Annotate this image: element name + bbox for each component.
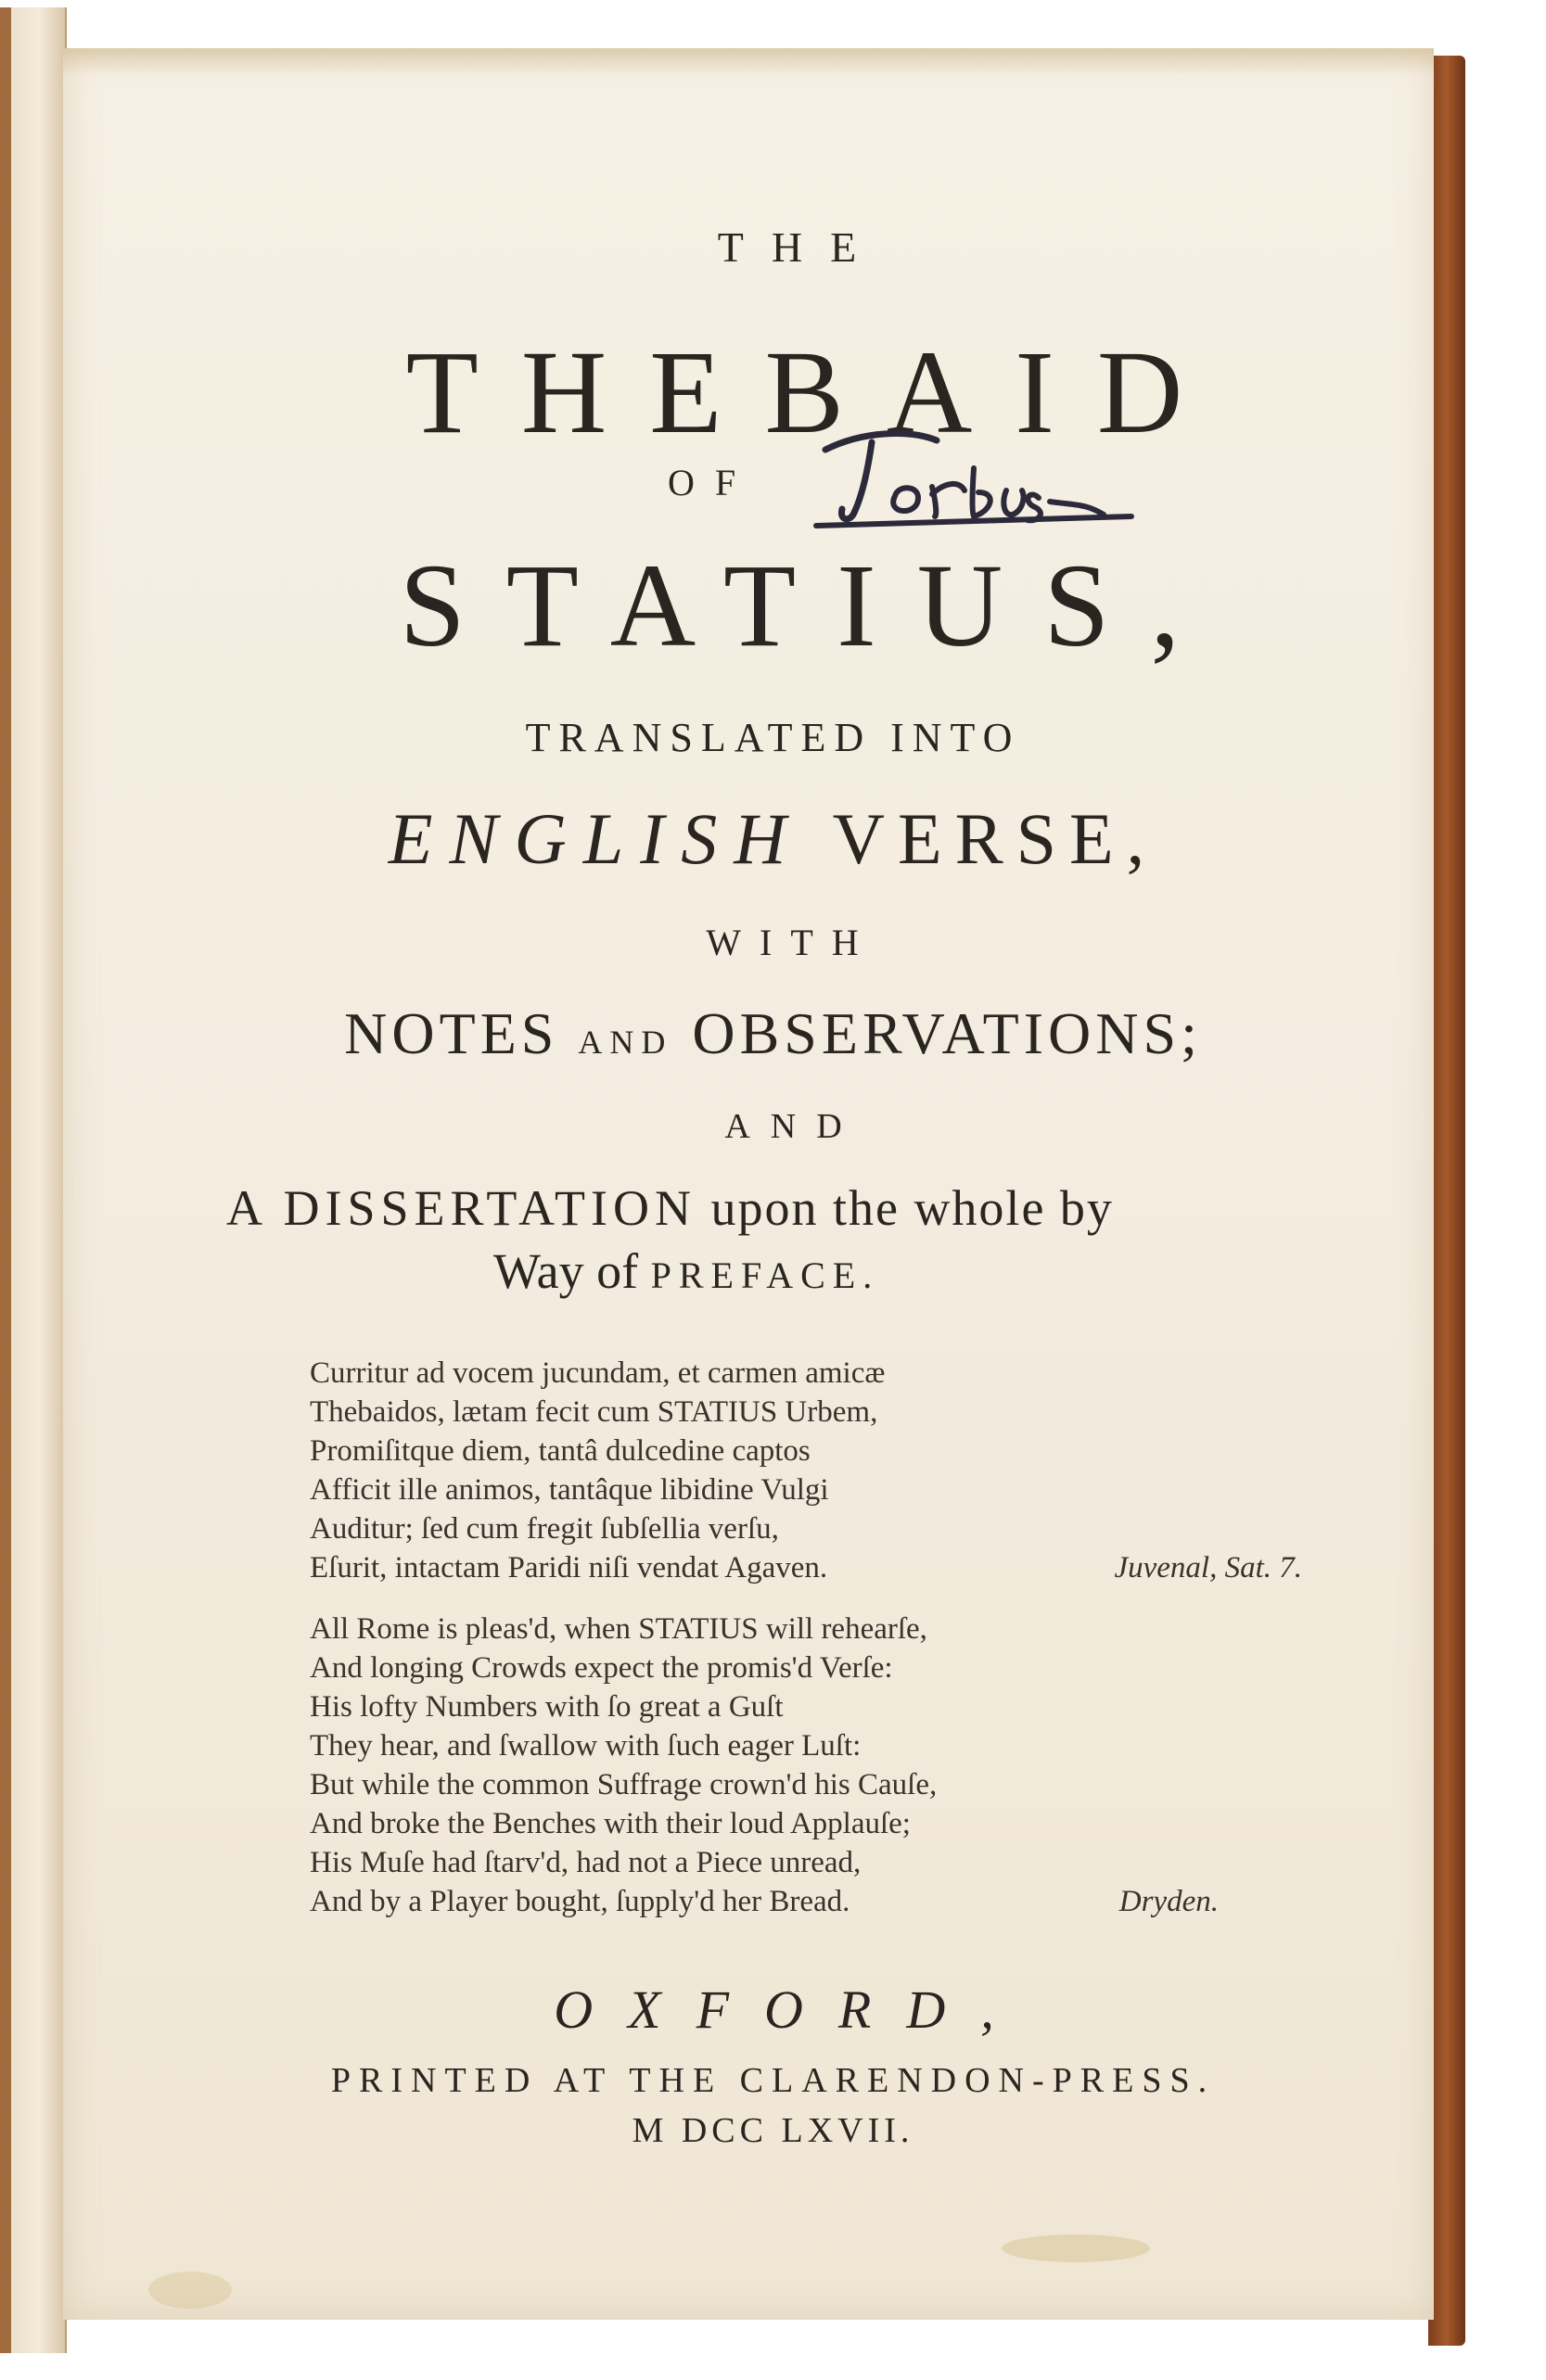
foxing-stain — [1002, 2234, 1150, 2262]
subtitle-translated-into: TRANSLATED INTO — [525, 715, 1021, 760]
subtitle-with: WITH — [706, 922, 877, 963]
english-epigraph — [310, 1610, 1274, 1921]
epigraph-line: Auditur; ſed cum fregit ſubſellia verſu, — [310, 1512, 779, 1546]
and-word: AND — [578, 1024, 673, 1061]
epigraph-line: Thebaidos, lætam fecit cum STATIUS Urbem, — [310, 1395, 878, 1429]
epigraph-line: Promiſitque diem, tantâ dulcedine captos — [310, 1434, 811, 1468]
subtitle-and: AND — [724, 1107, 862, 1146]
verse-word: VERSE, — [832, 798, 1158, 879]
owner-signature — [807, 413, 1141, 533]
title-statius: STATIUS, — [399, 540, 1221, 671]
epigraph-line: They hear, and ſwallow with ſuch eager Luſt: — [310, 1729, 862, 1763]
notes-word: NOTES — [344, 1000, 559, 1066]
imprint-year: M DCC LXVII. — [632, 2111, 914, 2150]
epigraph-line: His Muſe had ſtarv'd, had not a Piece unread, — [310, 1846, 862, 1879]
subtitle-english-verse — [0, 797, 1546, 881]
epigraph-line-text: And by a Player bought, ſupply'd her Bread. — [310, 1885, 850, 1918]
epigraph-attribution: Juvenal, Sat. 7. — [1114, 1551, 1302, 1585]
dissertation-rest: upon the whole by — [696, 1180, 1114, 1236]
subtitle-notes-observations — [0, 999, 1546, 1068]
preface-lead: Way of — [493, 1243, 651, 1299]
epigraph-last-line — [310, 1548, 1302, 1587]
subtitle-dissertation — [226, 1179, 1284, 1237]
title-of: OF — [668, 462, 757, 503]
preface-caps: PREFACE. — [650, 1254, 880, 1296]
epigraph-line: And broke the Benches with their loud Applauſe; — [310, 1807, 911, 1840]
epigraph-line: And longing Crowds expect the promis'd Verſe: — [310, 1651, 893, 1685]
foxing-stain — [148, 2272, 232, 2309]
observations-word: OBSERVATIONS; — [692, 1000, 1202, 1066]
epigraph-line: All Rome is pleas'd, when STATIUS will rehearſe, — [310, 1612, 927, 1646]
epigraph-line: Curritur ad vocem jucundam, et carmen amicæ — [310, 1356, 886, 1390]
handwritten-signature-image — [807, 413, 1141, 533]
epigraph-attribution: Dryden. — [1118, 1885, 1219, 1918]
latin-epigraph — [310, 1354, 1302, 1587]
imprint-printer: PRINTED AT THE CLARENDON-PRESS. — [330, 2061, 1216, 2100]
epigraph-line: Afficit ille animos, tantâque libidine Vulgi — [310, 1473, 829, 1507]
epigraph-last-line — [310, 1882, 1274, 1921]
english-word: ENGLISH — [388, 798, 803, 879]
dissertation-caps: A DISSERTATION — [226, 1180, 696, 1236]
title-the: THE — [717, 223, 885, 271]
title-thebaid: THEBAID — [405, 326, 1226, 458]
subtitle-preface — [493, 1242, 1235, 1300]
epigraph-line-text: Eſurit, intactam Paridi niſi vendat Agaven. — [310, 1551, 828, 1585]
epigraph-line: But while the common Suffrage crown'd his Cauſe, — [310, 1768, 938, 1801]
epigraph-line: His lofty Numbers with ſo great a Guſt — [310, 1690, 784, 1724]
imprint-place: OXFORD, — [554, 1979, 1029, 2040]
